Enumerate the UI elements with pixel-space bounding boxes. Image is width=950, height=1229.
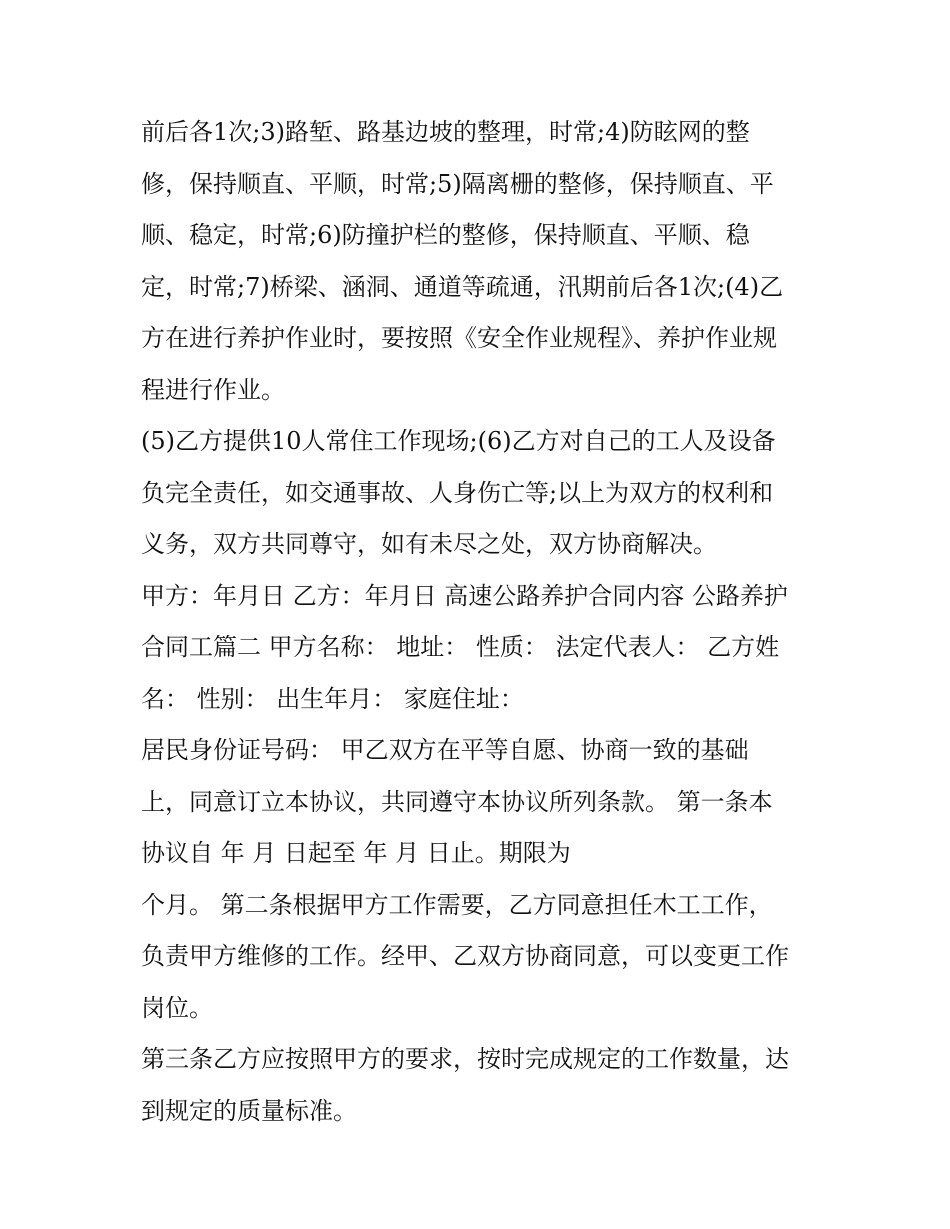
text-line: 合同工篇二 甲方名称： 地址： 性质： 法定代表人： 乙方姓 [141,633,780,661]
text-line: 岗位。 [141,993,213,1022]
text-line: 居民身份证号码： 甲乙双方在平等自愿、协商一致的基础 [141,736,749,764]
text-line: 前后各1次;3)路堑、路基边坡的整理，时常;4)防眩网的整 [141,118,750,146]
text-line: (5)乙方提供10人常住工作现场;(6)乙方对自己的工人及设备 [141,427,776,455]
text-line: 程进行作业。 [141,375,285,404]
text-line: 方在进行养护作业时，要按照《安全作业规程》、养护作业规 [141,324,777,352]
text-line: 第三条乙方应按照甲方的要求，按时完成规定的工作数量，达 [141,1045,789,1073]
text-line: 顺、稳定，时常;6)防撞护栏的整修，保持顺直、平顺、稳 [141,221,750,249]
text-line: 定，时常;7)桥梁、涵洞、通道等疏通，汛期前后各1次;(4)乙 [141,272,784,301]
text-line: 名： 性别： 出生年月： 家庭住址： [141,684,524,713]
text-line: 个月。 第二条根据甲方工作需要，乙方同意担任木工工作， [141,890,773,919]
text-line: 上，同意订立本协议，共同遵守本协议所列条款。 第一条本 [141,787,773,816]
text-line: 负责甲方维修的工作。经甲、乙双方协商同意，可以变更工作 [141,942,789,970]
text-line: 到规定的质量标准。 [141,1096,357,1125]
text-line: 义务，双方共同尊守，如有未尽之处，双方协商解决。 [141,530,717,558]
document-body [141,107,821,1137]
text-line: 甲方：年月日 乙方：年月日 高速公路养护合同内容 公路养护 [141,581,788,610]
text-line: 协议自 年 月 日起至 年 月 日止。期限为 [141,839,571,867]
text-line: 负完全责任，如交通事故、人身伤亡等;以上为双方的权利和 [141,478,774,507]
text-line: 修，保持顺直、平顺，时常;5)隔离栅的整修，保持顺直、平 [141,169,774,198]
